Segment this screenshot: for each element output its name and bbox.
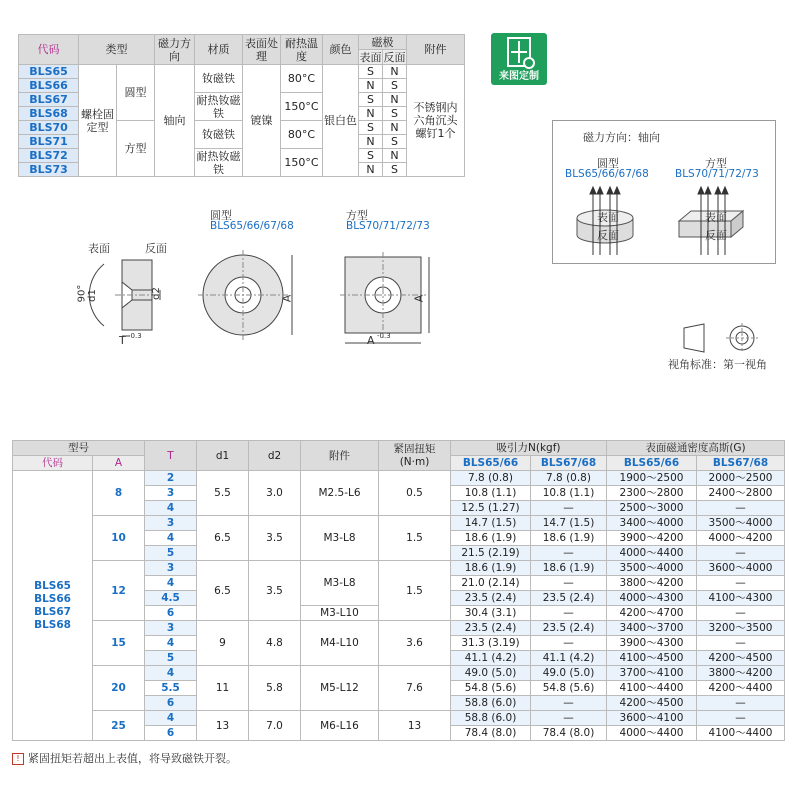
size-a: 12 xyxy=(93,561,145,621)
thickness-t: 3 xyxy=(145,621,197,636)
pull-bls67-68: 23.5 (2.4) xyxy=(531,591,607,606)
flux-bls67-68: 3200～3500 xyxy=(697,621,785,636)
thickness-t: 4 xyxy=(145,666,197,681)
flux-bls67-68: — xyxy=(697,576,785,591)
thickness-t: 4 xyxy=(145,576,197,591)
round-front-label: 表面 xyxy=(597,211,619,224)
d1-value: 5.5 xyxy=(197,471,249,516)
magnet-flux-diagram xyxy=(553,121,775,263)
flux-bls65-66: 4100～4400 xyxy=(607,681,697,696)
header-pull-s1: BLS65/66 xyxy=(451,456,531,471)
thickness-t: 5 xyxy=(145,651,197,666)
model-code: BLS66 xyxy=(34,592,71,605)
pull-bls67-68: — xyxy=(531,546,607,561)
flux-bls65-66: 4200～4700 xyxy=(607,606,697,621)
flux-bls67-68: — xyxy=(697,636,785,651)
pull-bls65-66: 41.1 (4.2) xyxy=(451,651,531,666)
pull-bls67-68: 7.8 (0.8) xyxy=(531,471,607,486)
flux-bls65-66: 3700～4100 xyxy=(607,666,697,681)
header-flux: 表面磁通密度高斯(G) xyxy=(607,441,785,456)
size-a: 15 xyxy=(93,621,145,666)
pull-bls65-66: 23.5 (2.4) xyxy=(451,621,531,636)
code-cell: BLS73 xyxy=(19,163,79,177)
pull-bls67-68: — xyxy=(531,696,607,711)
thickness-t: 6 xyxy=(145,726,197,741)
flux-bls65-66: 3800～4200 xyxy=(607,576,697,591)
thickness-t: 3 xyxy=(145,561,197,576)
drawing-round-codes: BLS65/66/67/68 xyxy=(210,220,294,232)
pull-bls65-66: 10.8 (1.1) xyxy=(451,486,531,501)
model-code: BLS67 xyxy=(34,605,71,618)
pull-bls65-66: 18.6 (1.9) xyxy=(451,561,531,576)
thickness-t: 6 xyxy=(145,606,197,621)
header-mag-dir: 磁力方向 xyxy=(155,35,195,65)
header-pole: 磁极 xyxy=(359,35,407,50)
model-code: BLS65 xyxy=(34,579,71,592)
flux-bls65-66: 3900～4200 xyxy=(607,531,697,546)
thickness-t: 3 xyxy=(145,486,197,501)
flux-bls67-68: 4100～4300 xyxy=(697,591,785,606)
drawing-front-label: 表面 xyxy=(88,242,110,255)
pole-front: S xyxy=(359,93,383,107)
pull-bls67-68: 18.6 (1.9) xyxy=(531,561,607,576)
header-accessory: 附件 xyxy=(407,35,465,65)
thickness-t: 4 xyxy=(145,636,197,651)
code-cell: BLS68 xyxy=(19,107,79,121)
t-label: T xyxy=(119,334,126,347)
pull-bls67-68: — xyxy=(531,636,607,651)
pull-bls65-66: 58.8 (6.0) xyxy=(451,711,531,726)
angle-label: 90° xyxy=(76,284,88,303)
header-code: 代码 xyxy=(19,35,79,65)
d1-value: 6.5 xyxy=(197,561,249,621)
header-a: A xyxy=(93,456,145,471)
code-cell: BLS71 xyxy=(19,135,79,149)
material-cell: 钕磁铁 xyxy=(195,65,243,93)
pull-bls65-66: 14.7 (1.5) xyxy=(451,516,531,531)
pole-front: N xyxy=(359,107,383,121)
flux-bls65-66: 3400～4000 xyxy=(607,516,697,531)
pull-bls67-68: 14.7 (1.5) xyxy=(531,516,607,531)
d1-value: 9 xyxy=(197,621,249,666)
thickness-t: 6 xyxy=(145,696,197,711)
flux-bls65-66: 3400～3700 xyxy=(607,621,697,636)
header-material: 材质 xyxy=(195,35,243,65)
badge-label: 来图定制 xyxy=(499,71,539,82)
header-torque: 紧固扭矩(N·m) xyxy=(379,441,451,471)
code-cell: BLS67 xyxy=(19,93,79,107)
plating-cell: 镀镍 xyxy=(243,65,281,177)
size-a: 8 xyxy=(93,471,145,516)
flux-bls67-68: 4200～4500 xyxy=(697,651,785,666)
pull-bls65-66: 54.8 (5.6) xyxy=(451,681,531,696)
header-flux-s2: BLS67/68 xyxy=(697,456,785,471)
pull-bls65-66: 23.5 (2.4) xyxy=(451,591,531,606)
size-a: 25 xyxy=(93,711,145,741)
view-standard-label: 视角标准：第一视角 xyxy=(668,358,767,371)
pole-front: N xyxy=(359,163,383,177)
screw-accessory: M3-L10 xyxy=(301,606,379,621)
pull-bls67-68: 41.1 (4.2) xyxy=(531,651,607,666)
header-d1: d1 xyxy=(197,441,249,471)
a-label-round: A xyxy=(280,294,294,303)
table-row xyxy=(13,711,785,726)
flux-bls67-68: — xyxy=(697,546,785,561)
header-model: 型号 xyxy=(13,441,145,456)
torque-value: 0.5 xyxy=(379,471,451,516)
pull-bls67-68: — xyxy=(531,501,607,516)
material-cell: 钕磁铁 xyxy=(195,121,243,149)
d1-label: d1 xyxy=(86,289,98,302)
pole-front: N xyxy=(359,135,383,149)
pole-back: N xyxy=(383,121,407,135)
pull-bls67-68: 23.5 (2.4) xyxy=(531,621,607,636)
thickness-t: 2 xyxy=(145,471,197,486)
header-type: 类型 xyxy=(79,35,155,65)
flux-bls67-68: 4200～4400 xyxy=(697,681,785,696)
code-cell: BLS65 xyxy=(19,65,79,79)
thickness-t: 4 xyxy=(145,531,197,546)
header-accessory: 附件 xyxy=(301,441,379,471)
model-code: BLS68 xyxy=(34,618,71,631)
dimension-table xyxy=(12,440,785,741)
flux-bls67-68: 3600～4000 xyxy=(697,561,785,576)
warning-icon: ! xyxy=(12,753,24,765)
pull-bls65-66: 7.8 (0.8) xyxy=(451,471,531,486)
pull-bls67-68: — xyxy=(531,606,607,621)
spec-table xyxy=(18,34,465,177)
temp-cell: 150°C xyxy=(281,93,323,121)
thickness-t: 5 xyxy=(145,546,197,561)
flux-bls67-68: — xyxy=(697,711,785,726)
pole-back: N xyxy=(383,65,407,79)
flux-bls65-66: 4000～4300 xyxy=(607,591,697,606)
pole-front: S xyxy=(359,149,383,163)
header-pull: 吸引力N(kgf) xyxy=(451,441,607,456)
thickness-t: 4.5 xyxy=(145,591,197,606)
type-main: 螺栓固定型 xyxy=(79,65,117,177)
size-a: 20 xyxy=(93,666,145,711)
pull-bls65-66: 21.0 (2.14) xyxy=(451,576,531,591)
type-round: 圆型 xyxy=(117,65,155,121)
flux-bls65-66: 4200～4500 xyxy=(607,696,697,711)
flux-bls65-66: 2300～2800 xyxy=(607,486,697,501)
torque-value: 1.5 xyxy=(379,516,451,561)
pole-front: S xyxy=(359,65,383,79)
flux-bls67-68: — xyxy=(697,606,785,621)
square-back-label: 反面 xyxy=(705,229,727,242)
view-standard-icon xyxy=(676,322,766,358)
pole-back: S xyxy=(383,135,407,149)
torque-value: 3.6 xyxy=(379,621,451,666)
flux-bls67-68: 2000～2500 xyxy=(697,471,785,486)
screw-accessory: M5-L12 xyxy=(301,666,379,711)
drawing-square-label: 方型 xyxy=(346,209,368,222)
a-label-square-v: A xyxy=(412,294,426,303)
model-code-cell xyxy=(13,471,93,741)
flux-bls67-68: 3800～4200 xyxy=(697,666,785,681)
square-front-label: 表面 xyxy=(705,211,727,224)
code-cell: BLS72 xyxy=(19,149,79,163)
pull-bls67-68: 49.0 (5.0) xyxy=(531,666,607,681)
pull-bls65-66: 31.3 (3.19) xyxy=(451,636,531,651)
flux-bls65-66: 4100～4500 xyxy=(607,651,697,666)
temp-cell: 80°C xyxy=(281,121,323,149)
code-cell: BLS66 xyxy=(19,79,79,93)
flux-bls65-66: 3500～4000 xyxy=(607,561,697,576)
flux-bls65-66: 1900～2500 xyxy=(607,471,697,486)
thickness-t: 3 xyxy=(145,516,197,531)
temp-cell: 150°C xyxy=(281,149,323,177)
code-cell: BLS70 xyxy=(19,121,79,135)
color-cell: 银白色 xyxy=(323,65,359,177)
header-front: 表面 xyxy=(359,50,382,64)
accessory-cell: 不锈钢内六角沉头螺钉1个 xyxy=(407,65,465,177)
header-flux-s1: BLS65/66 xyxy=(607,456,697,471)
d2-label: d2 xyxy=(150,287,162,300)
pole-front: S xyxy=(359,121,383,135)
pull-bls65-66: 78.4 (8.0) xyxy=(451,726,531,741)
thickness-t: 4 xyxy=(145,501,197,516)
drawing-round-label: 圆型 xyxy=(210,209,232,222)
table-row xyxy=(13,561,785,576)
pole-back: S xyxy=(383,107,407,121)
d2-value: 7.0 xyxy=(249,711,301,741)
thickness-t: 4 xyxy=(145,711,197,726)
d2-value: 3.5 xyxy=(249,516,301,561)
magnet-direction-title: 磁力方向：轴向 xyxy=(583,131,660,144)
flux-bls67-68: 4000～4200 xyxy=(697,531,785,546)
thickness-t: 5.5 xyxy=(145,681,197,696)
flux-bls65-66: 2500～3000 xyxy=(607,501,697,516)
screw-accessory: M2.5-L6 xyxy=(301,471,379,516)
t-tolerance: -0.3 xyxy=(128,332,142,340)
pole-front: N xyxy=(359,79,383,93)
flux-bls67-68: 2400～2800 xyxy=(697,486,785,501)
round-back-label: 反面 xyxy=(597,229,619,242)
pole-back: S xyxy=(383,163,407,177)
note xyxy=(12,750,237,766)
square-type-codes: BLS70/71/72/73 xyxy=(675,168,759,180)
flux-bls65-66: 3600～4100 xyxy=(607,711,697,726)
note-text: 紧固扭矩若超出上表值，将导致磁铁开裂。 xyxy=(28,752,237,765)
flux-bls67-68: — xyxy=(697,501,785,516)
d1-value: 6.5 xyxy=(197,516,249,561)
header-color: 颜色 xyxy=(323,35,359,65)
d2-value: 4.8 xyxy=(249,621,301,666)
custom-drawing-badge[interactable] xyxy=(491,33,547,85)
flux-bls67-68: 3500～4000 xyxy=(697,516,785,531)
torque-value: 1.5 xyxy=(379,561,451,621)
table-row xyxy=(13,621,785,636)
round-type-label: 圆型 xyxy=(597,157,619,170)
screw-accessory: M3-L8 xyxy=(301,561,379,606)
header-back: 反面 xyxy=(383,50,406,64)
screw-accessory: M3-L8 xyxy=(301,516,379,561)
pull-bls65-66: 49.0 (5.0) xyxy=(451,666,531,681)
pull-bls65-66: 30.4 (3.1) xyxy=(451,606,531,621)
table-row xyxy=(13,516,785,531)
temp-cell: 80°C xyxy=(281,65,323,93)
torque-value: 13 xyxy=(379,711,451,741)
mag-dir-cell: 轴向 xyxy=(155,65,195,177)
drawing-square-codes: BLS70/71/72/73 xyxy=(346,220,430,232)
header-t: T xyxy=(145,441,197,471)
pull-bls65-66: 58.8 (6.0) xyxy=(451,696,531,711)
header-code: 代码 xyxy=(13,456,93,471)
d1-value: 13 xyxy=(197,711,249,741)
pole-back: N xyxy=(383,93,407,107)
pull-bls65-66: 21.5 (2.19) xyxy=(451,546,531,561)
d1-value: 11 xyxy=(197,666,249,711)
pull-bls67-68: 78.4 (8.0) xyxy=(531,726,607,741)
material-cell: 耐热钕磁铁 xyxy=(196,93,241,120)
pull-bls67-68: 54.8 (5.6) xyxy=(531,681,607,696)
technical-drawing xyxy=(60,240,510,370)
magnet-direction-box xyxy=(552,120,776,264)
header-pull-s2: BLS67/68 xyxy=(531,456,607,471)
header-surface: 表面处理 xyxy=(243,35,281,65)
d2-value: 3.5 xyxy=(249,561,301,621)
d2-value: 5.8 xyxy=(249,666,301,711)
pull-bls67-68: — xyxy=(531,576,607,591)
size-a: 10 xyxy=(93,516,145,561)
a-tolerance: -0.3 xyxy=(377,332,391,340)
header-d2: d2 xyxy=(249,441,301,471)
torque-value: 7.6 xyxy=(379,666,451,711)
screw-accessory: M4-L10 xyxy=(301,621,379,666)
square-type-label: 方型 xyxy=(705,157,727,170)
material-cell: 耐热钕磁铁 xyxy=(196,149,241,176)
pull-bls67-68: 10.8 (1.1) xyxy=(531,486,607,501)
screw-accessory: M6-L16 xyxy=(301,711,379,741)
pull-bls65-66: 18.6 (1.9) xyxy=(451,531,531,546)
table-row xyxy=(13,666,785,681)
pull-bls67-68: — xyxy=(531,711,607,726)
table-row xyxy=(13,471,785,486)
flux-bls65-66: 4000～4400 xyxy=(607,726,697,741)
flux-bls67-68: — xyxy=(697,696,785,711)
pole-back: S xyxy=(383,79,407,93)
flux-bls65-66: 3900～4300 xyxy=(607,636,697,651)
round-type-codes: BLS65/66/67/68 xyxy=(565,168,649,180)
flux-bls67-68: 4100～4400 xyxy=(697,726,785,741)
type-square: 方型 xyxy=(117,121,155,177)
d2-value: 3.0 xyxy=(249,471,301,516)
a-label-square-h: A xyxy=(367,334,375,347)
pole-back: N xyxy=(383,149,407,163)
header-heat: 耐热温度 xyxy=(281,35,323,65)
pull-bls65-66: 12.5 (1.27) xyxy=(451,501,531,516)
flux-bls65-66: 4000～4400 xyxy=(607,546,697,561)
drawing-back-label: 反面 xyxy=(145,242,167,255)
pull-bls67-68: 18.6 (1.9) xyxy=(531,531,607,546)
